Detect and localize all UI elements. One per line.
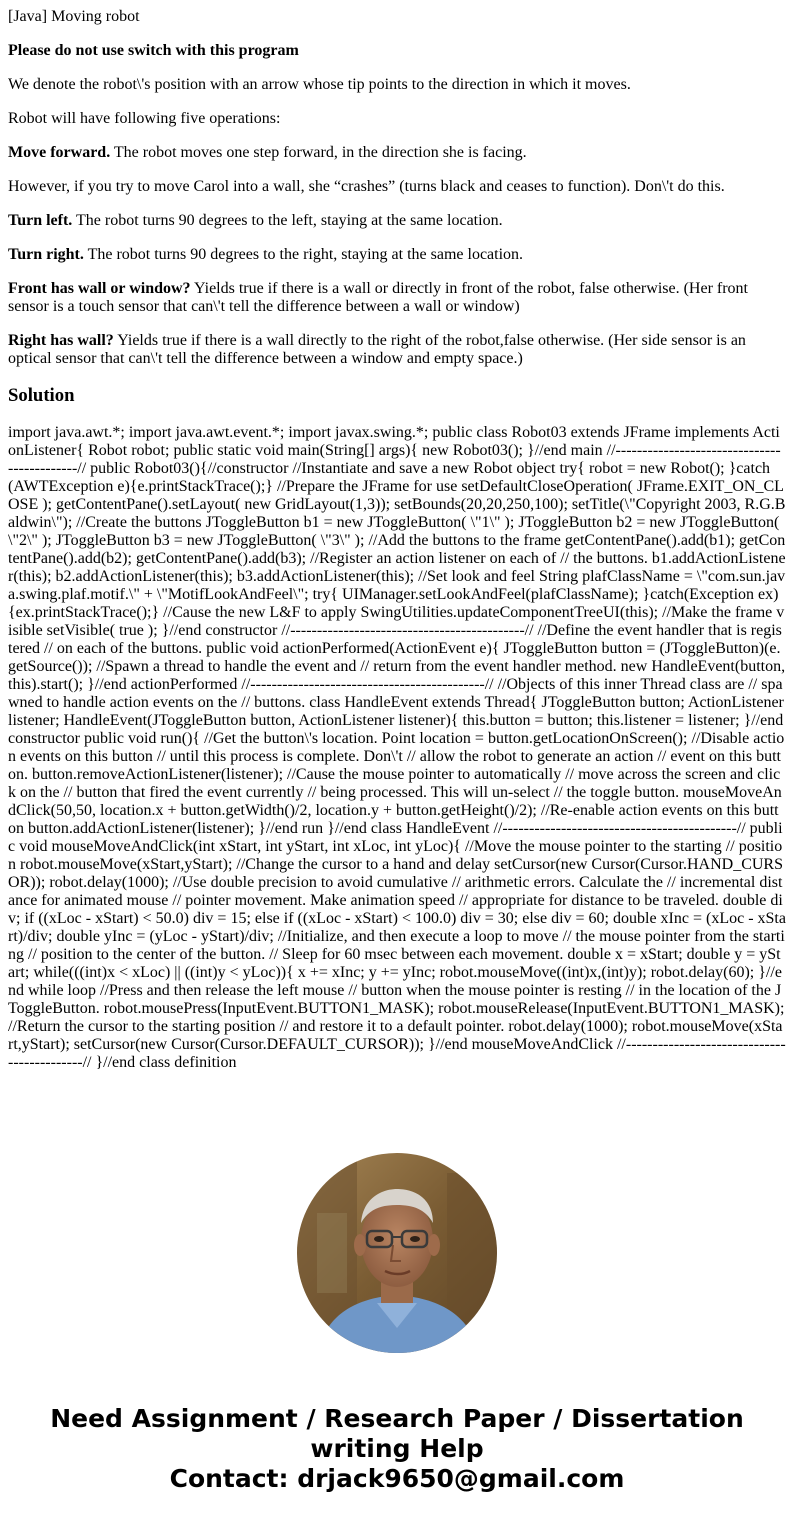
operation-label: Turn left. [8, 212, 73, 229]
page-title: [Java] Moving robot [8, 8, 140, 25]
promo-headline: Need Assignment / Research Paper / Dissertation writing Help [50, 1404, 744, 1463]
notice [8, 42, 786, 60]
document [8, 0, 786, 1072]
operation-text: Yields true if there is a wall or directly in front of the robot, false otherwise. (Her front sensor is a touch sensor that can\'t tell the difference between a wall or window) [8, 280, 748, 315]
promo-contact[interactable]: Contact: drjack9650@gmail.com [169, 1464, 625, 1493]
operation-front-has-wall [8, 280, 786, 316]
intro-paragraph-1: We denote the robot\'s position with an arrow whose tip points to the direction in which it moves. [8, 76, 631, 93]
operation-text: The robot turns 90 degrees to the right, staying at the same location. [83, 246, 524, 263]
operation-text: The robot moves one step forward, in the direction she is facing. [110, 144, 527, 161]
operation-turn-right [8, 246, 786, 264]
operation-text: However, if you try to move Carol into a wall, she “crashes” (turns black and ceases to function). Don\'t do this. [8, 178, 725, 195]
operation-right-has-wall [8, 332, 786, 368]
operation-label: Move forward. [8, 144, 111, 161]
author-portrait [297, 1153, 497, 1353]
operation-text: Yields true if there is a wall directly to the right of the robot,false otherwise. (Her side sensor is an optical sensor that can\'t tell the difference between a window and empty space.) [8, 332, 746, 367]
operation-turn-left [8, 212, 786, 230]
operation-label: Front has wall or window? [8, 280, 191, 297]
operation-text: The robot turns 90 degrees to the left, staying at the same location. [72, 212, 503, 229]
operation-label: Right has wall? [8, 332, 114, 349]
promo-banner [0, 1404, 794, 1494]
operation-crash-note [8, 178, 786, 196]
avatar [297, 1153, 497, 1353]
notice-text: Please do not use switch with this program [8, 42, 299, 59]
intro-paragraph-2: Robot will have following five operations: [8, 110, 281, 127]
operation-move-forward [8, 144, 786, 162]
solution-code: import java.awt.*; import java.awt.event.*; import javax.swing.*; public class Robot03 extends JFrame implements ActionListener{ Robot robot; public static void main(String[] args){ new Robot03(); }//end main //--------------------------------------------// public Robot03(){//constructor //Instantiate and save a new Robot object try{ robot = new Robot(); }catch(AWTException e){e.printStackTrace();} //Prepare the JFrame for use setDefaultCloseOperation( JFrame.EXIT_ON_CLOSE ); getContentPane().setLayout( new GridLayout(1,3)); setBounds(20,20,250,100); setTitle(\"Copyright 2003, R.G.Baldwin\"); //Create the buttons JToggleButton b1 = new JToggleButton( \"1\" ); JToggleButton b2 = new JToggleButton( \"2\" ); JToggleButton b3 = new JToggleButton( \"3\" ); //Add the buttons to the frame getContentPane().add(b1); getContentPane().add(b2); getContentPane().add(b3); //Register an action listener on each of // the buttons. b1.addActionListener(this); b2.addActionListener(this); b3.addActionListener(this); //Set look and feel String plafClassName = \"com.sun.java.swing.plaf.motif.\" + \"MotifLookAndFeel\"; try{ UIManager.setLookAndFeel(plafClassName); }catch(Exception ex){ex.printStackTrace();} //Cause the new L&F to apply SwingUtilities.updateComponentTreeUI(this); //Make the frame visible setVisible( true ); }//end constructor //--------------------------------------------// //Define the event handler that is registered // on each of the buttons. public void actionPerformed(ActionEvent e){ JToggleButton button = (JToggleButton)(e.getSource()); //Spawn a thread to handle the event and // return from the event handler method. new HandleEvent(button,this).start(); }//end actionPerformed //--------------------------------------------// //Objects of this inner Thread class are // spawned to handle action events on the // buttons. class HandleEvent extends Thread{ JToggleButton button; ActionListener listener; HandleEvent(JToggleButton button, ActionListener listener){ this.button = button; this.listener = listener; }//end constructor public void run(){ //Get the button\'s location. Point location = button.getLocationOnScreen(); //Disable action events on this button // until this process is complete. Don\'t // allow the robot to generate an action // event on this button. button.removeActionListener(listener); //Cause the mouse pointer to automatically // move across the screen and click on the // button that fired the event currently // being processed. This will un-select // the toggle button. mouseMoveAndClick(50,50, location.x + button.getWidth()/2, location.y + button.getHeight()/2); //Re-enable action events on this button button.addActionListener(listener); }//end run }//end class HandleEvent //--------------------------------------------// public void mouseMoveAndClick(int xStart, int yStart, int xLoc, int yLoc){ //Move the mouse pointer to the starting // position robot.mouseMove(xStart,yStart); //Change the cursor to a hand and delay setCursor(new Cursor(Cursor.HAND_CURSOR)); robot.delay(1000); //Use double precision to avoid cumulative // arithmetic errors. Calculate the // incremental distance for animated mouse // pointer movement. Make animation speed // appropriate for distance to be traveled. double div; if ((xLoc - xStart) < 50.0) div = 15; else if ((xLoc - xStart) < 100.0) div = 30; else div = 60; double xInc = (xLoc - xStart)/div; double yInc = (yLoc - yStart)/div; //Initialize, and then execute a loop to move // the mouse pointer from the starting // position to the center of the button. // Sleep for 60 msec between each movement. double x = xStart; double y = yStart; while(((int)x < xLoc) || ((int)y < yLoc)){ x += xInc; y += yInc; robot.mouseMove((int)x,(int)y); robot.delay(60); }//end while loop //Press and then release the left mouse // button when the mouse pointer is resting // in the location of the JToggleButton. robot.mousePress(InputEvent.BUTTON1_MASK); robot.mouseRelease(InputEvent.BUTTON1_MASK); //Return the cursor to the starting position // and restore it to a default pointer. robot.delay(1000); robot.mouseMove(xStart,yStart); setCursor(new Cursor(Cursor.DEFAULT_CURSOR)); }//end mouseMoveAndClick //--------------------------------------------// }//end class definition [8, 424, 786, 1071]
solution-heading: Solution [8, 385, 75, 406]
operation-label: Turn right. [8, 246, 84, 263]
